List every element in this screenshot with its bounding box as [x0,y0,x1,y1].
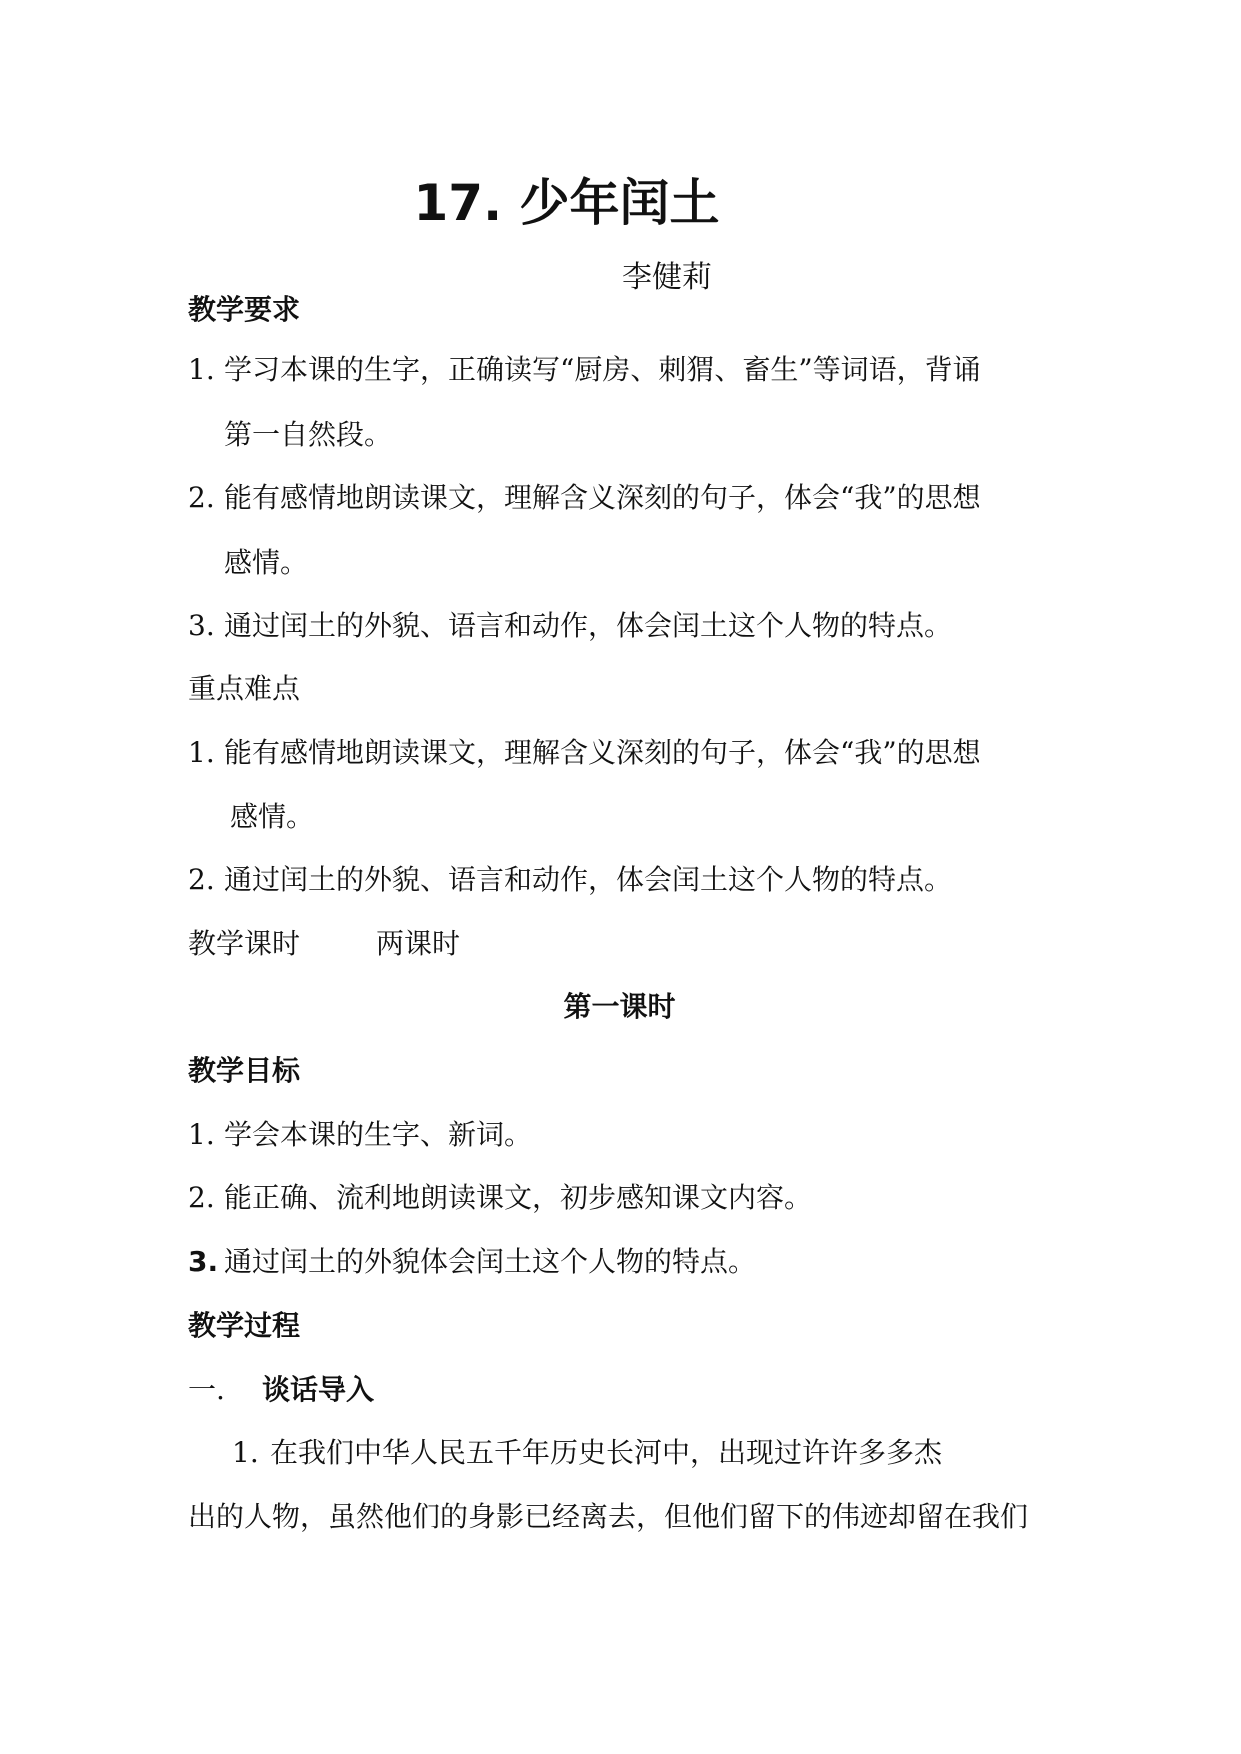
requirement-item-2 [188,478,981,518]
process-heading: 教学过程 [188,1309,301,1342]
lesson-heading: 第一课时 [563,990,676,1023]
item-text: 能正确、流利地朗读课文，初步感知课文内容。 [224,1181,813,1214]
document-title: 17. 少年闰土 [413,174,720,232]
paragraph-1 [232,1433,942,1473]
requirement-item-1 [188,350,981,390]
item-number: 2. [188,1181,215,1214]
key-point-item-2 [188,860,952,900]
paragraph-text: 在我们中华人民五千年历史长河中，出现过许许多多杰 [270,1436,943,1469]
goals-heading: 教学目标 [188,1054,301,1087]
item-number: 2. [188,481,215,514]
key-points-heading: 重点难点 [188,672,301,705]
item-number: 1. [188,736,215,769]
item-number: 3. [188,1245,219,1278]
item-text: 学会本课的生字、新词。 [224,1118,533,1151]
requirement-item-1-cont: 第一自然段。 [224,418,393,451]
section-number: 一. [188,1373,225,1406]
section-title: 谈话导入 [262,1373,375,1406]
goal-item-2 [188,1178,812,1218]
goal-item-3 [188,1242,756,1282]
item-number: 2. [188,863,215,896]
class-hours-label: 教学课时 [188,927,301,960]
class-hours-value: 两课时 [376,927,461,960]
goal-item-1 [188,1115,532,1155]
item-text: 通过闰土的外貌、语言和动作，体会闰土这个人物的特点。 [224,609,953,642]
key-point-item-1-cont: 感情。 [230,800,315,833]
requirement-item-3 [188,606,952,646]
author-name: 李健莉 [622,260,712,295]
item-text: 学习本课的生字，正确读写“厨房、刺猬、畜生”等词语，背诵 [224,353,981,386]
paragraph-number: 1. [232,1436,259,1469]
item-text: 能有感情地朗读课文，理解含义深刻的句子，体会“我”的思想 [224,736,981,769]
item-text: 能有感情地朗读课文，理解含义深刻的句子，体会“我”的思想 [224,481,981,514]
item-text: 通过闰土的外貌体会闰土这个人物的特点。 [224,1245,757,1278]
requirement-item-2-cont: 感情。 [224,546,309,579]
paragraph-1-cont: 出的人物，虽然他们的身影已经离去，但他们留下的伟迹却留在我们 [188,1500,1029,1533]
item-text: 通过闰土的外貌、语言和动作，体会闰土这个人物的特点。 [224,863,953,896]
item-number: 1. [188,353,215,386]
requirements-heading: 教学要求 [188,293,301,326]
item-number: 1. [188,1118,215,1151]
item-number: 3. [188,609,215,642]
section-heading [188,1370,374,1410]
key-point-item-1 [188,733,981,773]
